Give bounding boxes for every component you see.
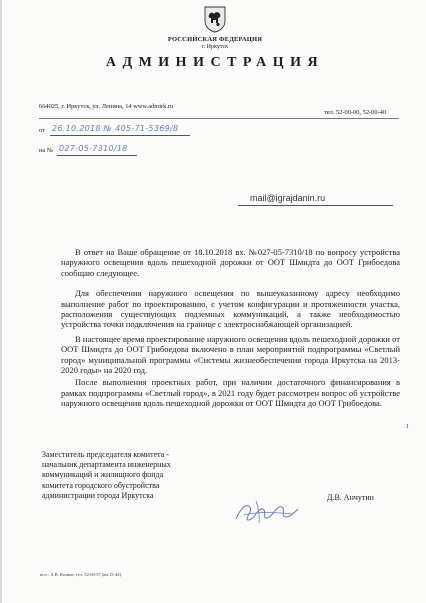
executor-note: исп.: А.В. Козина, тел. 52-00-57 (вн.15-44) (40, 572, 122, 577)
body-paragraph: После выполнения проектных работ, при наличии достаточного финансирования в рамках подпрограммы «Светлый город», в 2021 году будет рассмотрен вопрос об устройстве наружного освещения вдоль пешеходной дорожки от ООТ Шмидта до ООТ Грибоедова. (61, 377, 400, 409)
header-divider (39, 118, 399, 119)
reference-to-underline (57, 155, 137, 156)
body-paragraph: Для обеспечения наружного освещения по вышеуказанному адресу необходимо выполнение работ по проектированию, с учетом конфигурации и протяженности участка, расположения существующих подземных коммуникаций, а также необходимостью устройства точки подключения на границе с электроснабжающей организацией. (61, 288, 400, 330)
signatory-line: начальник департамента инженерных (42, 460, 171, 470)
signatory-position (42, 450, 171, 501)
federation-title: РОССИЙСКАЯ ФЕДЕРАЦИЯ (167, 36, 263, 43)
reference-to-value: 027-05-7310/18 (59, 144, 128, 153)
page-mark: 1 (406, 424, 409, 430)
organization-title: АДМИНИСТРАЦИЯ (105, 55, 325, 70)
coat-of-arms-icon (203, 6, 227, 33)
address-line: 664025, г. Иркутск, ул. Ленина, 14 www.admirk.ru (39, 103, 174, 110)
body-paragraph: В настоящее время проектирование наружного освещения вдоль пешеходной дорожки от ООТ Шмидта до ООТ Грибоедова включено в план мероприятий подпрограммы «Светлый город» муниципальной программы «Системы жизнеобеспечения города Иркутска на 2013-2020 годы» на 2020 год. (61, 333, 400, 376)
reference-from-underline (50, 135, 190, 136)
signatory-line: комитета городского обустройства (42, 480, 160, 490)
signatory-line: Заместитель председателя комитета - (42, 450, 169, 459)
body-paragraph: В ответ на Ваше обращение от 18.10.2018 вх. №027-05-7310/18 по вопросу устройства наружного освещения вдоль пешеходной дорожки от ООТ Шмидта до ООТ Грибоедова сообщаю следующее. (61, 247, 400, 278)
signatory-line: коммуникаций и жилищного фонда (42, 470, 164, 480)
handwritten-signature (230, 495, 302, 527)
recipient-underline (238, 205, 393, 206)
reference-to-label: на № (39, 147, 53, 154)
letter-body (61, 247, 400, 409)
signatory-line: администрации города Иркутска (42, 490, 154, 500)
signatory-name: Д.В. Анчутин (327, 493, 374, 502)
reference-from-value: 26.10.2018 № 405-71-5369/8 (52, 124, 179, 133)
city-name: г. Иркутск (201, 44, 229, 50)
reference-from-label: от (39, 127, 45, 134)
recipient-email: mail@igrajdanin.ru (250, 193, 326, 203)
phone-line: тел. 52-00-00, 52-00-40 (324, 109, 387, 116)
